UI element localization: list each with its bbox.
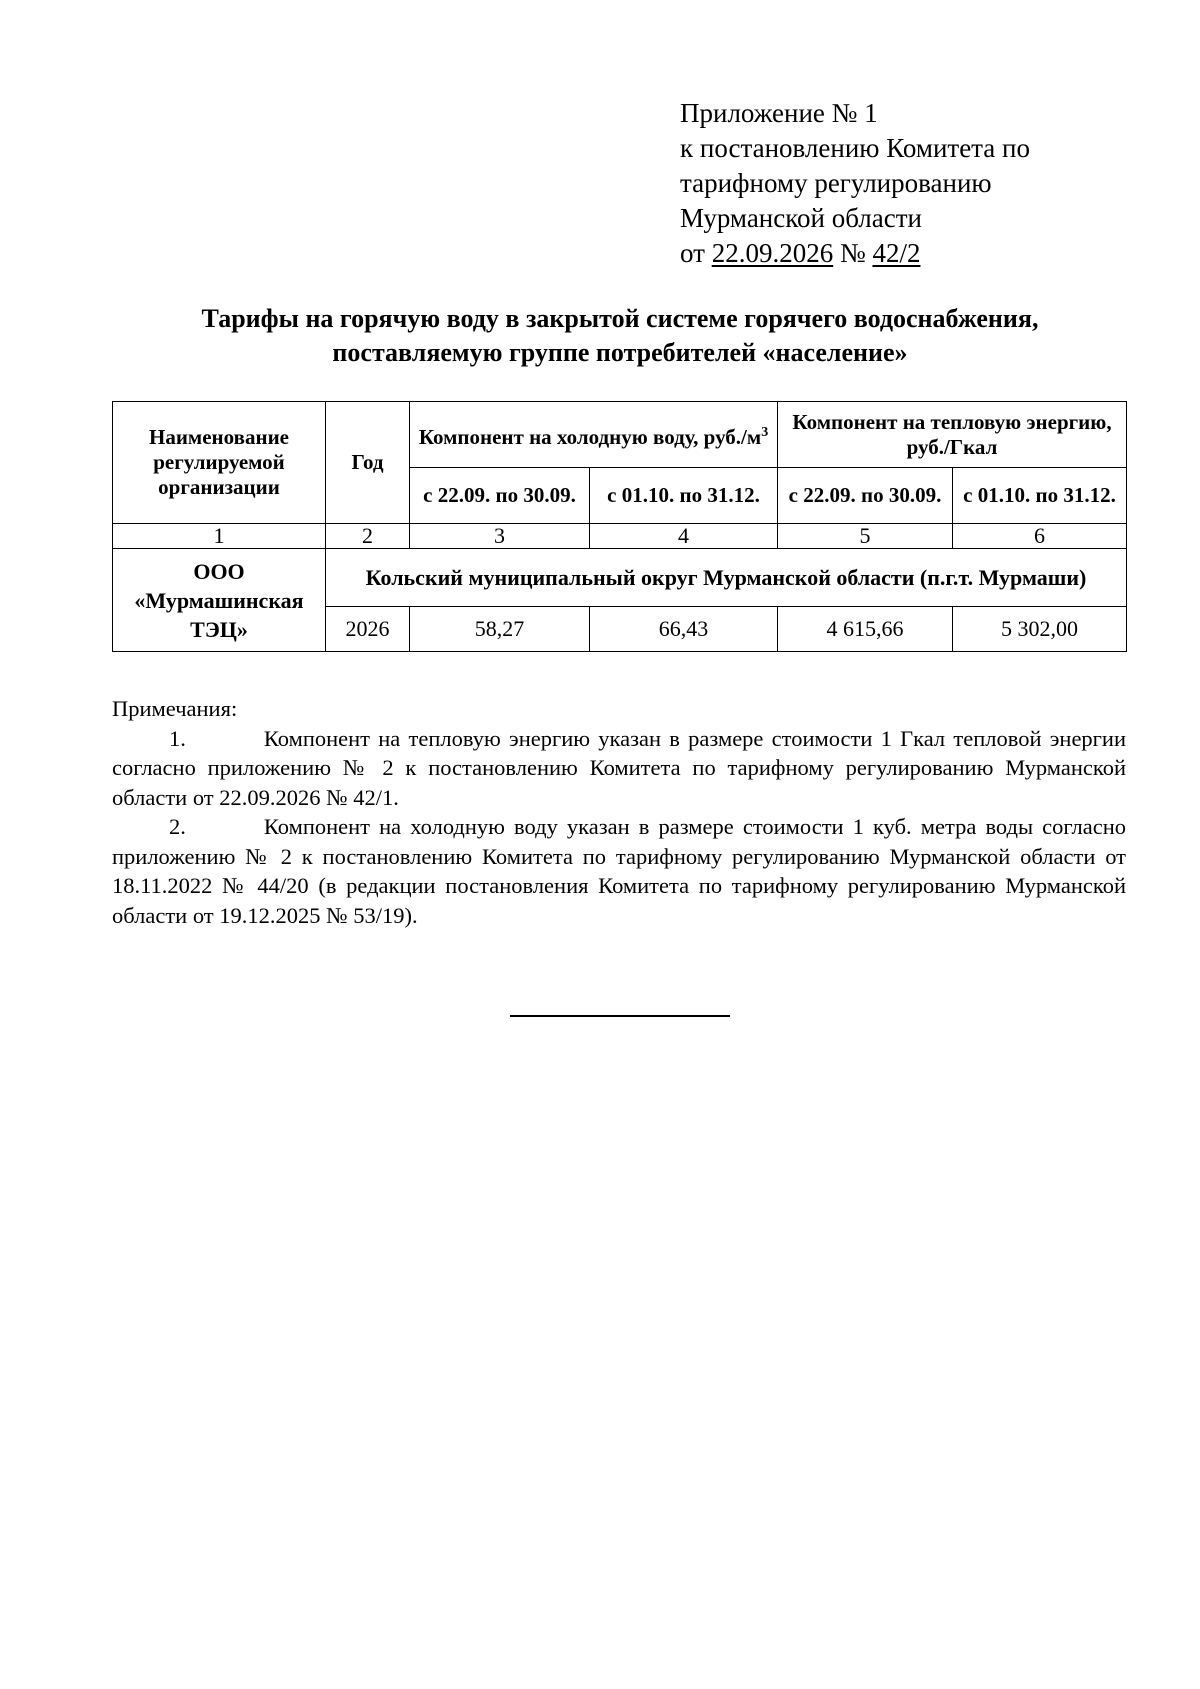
appendix-date-prefix: от [680,238,705,268]
cold-water-value-1: 58,27 [410,607,590,652]
note-number: 2. [169,814,186,839]
end-divider [510,1015,730,1017]
appendix-number-sign: № [839,238,866,268]
header-cold-water [410,402,778,468]
notes-heading: Примечания: [112,696,238,721]
title-line-2: поставляемую группе потребителей «население» [332,338,908,367]
title-line-1: Тарифы на горячую воду в закрытой системе горячего водоснабжения, [201,304,1039,333]
header-period-2: с 01.10. по 31.12. [590,468,778,524]
column-number-row [113,524,1127,549]
appendix-number: 42/2 [872,238,921,268]
header-cold-water-sup: 3 [761,424,769,440]
notes-section [112,694,1126,930]
appendix-title: Приложение № 1 [680,98,878,128]
heat-value-2: 5 302,00 [953,607,1127,652]
cold-water-value-2: 66,43 [590,607,778,652]
note-item [112,724,1126,813]
header-org: Наименование регулируемой организации [113,402,326,524]
header-period-3: с 22.09. по 30.09. [778,468,953,524]
header-heat: Компонент на тепловую энергию, руб./Гкал [778,402,1127,468]
note-number: 1. [169,725,186,751]
district-cell: Кольский муниципальный округ Мурманской области (п.г.т. Мурмаши) [326,549,1127,607]
heat-value-1: 4 615,66 [778,607,953,652]
header-period-4: с 01.10. по 31.12. [953,468,1127,524]
column-number: 1 [113,524,326,549]
appendix-line-3: тарифному регулированию [680,168,992,198]
column-number: 4 [590,524,778,549]
year-cell: 2026 [326,607,410,652]
appendix-date: 22.09.2026 [711,238,834,268]
appendix-block [680,96,1030,271]
appendix-date-line [680,236,1030,271]
table-header-row [113,402,1127,468]
note-text: Компонент на холодную воду указан в размере стоимости 1 куб. метра воды согласно приложению № 2 к постановлению Комитета по тарифному регулированию Мурманской области от 18.11.2022 № 44/20 (в редакции постановления Комитета по тарифному регулированию Мурманской области от 19.12.2025 № 53/19). [112,814,1126,928]
header-cold-water-text: Компонент на холодную воду, руб./м [418,424,762,449]
column-number: 2 [326,524,410,549]
org-name-cell: ООО «Мурмашинская ТЭЦ» [113,549,326,652]
header-period-1: с 22.09. по 30.09. [410,468,590,524]
document-title [110,302,1130,370]
note-text: Компонент на тепловую энергию указан в размере стоимости 1 Гкал тепловой энергии согласно приложению № 2 к постановлению Комитета по тарифному регулированию Мурманской области от 22.09.2026 № 42/1. [112,725,1126,810]
district-row [113,549,1127,607]
note-item [112,812,1126,930]
tariff-table [112,401,1127,652]
appendix-line-4: Мурманской области [680,203,922,233]
header-year: Год [326,402,410,524]
column-number: 3 [410,524,590,549]
column-number: 6 [953,524,1127,549]
appendix-line-2: к постановлению Комитета по [680,133,1030,163]
column-number: 5 [778,524,953,549]
